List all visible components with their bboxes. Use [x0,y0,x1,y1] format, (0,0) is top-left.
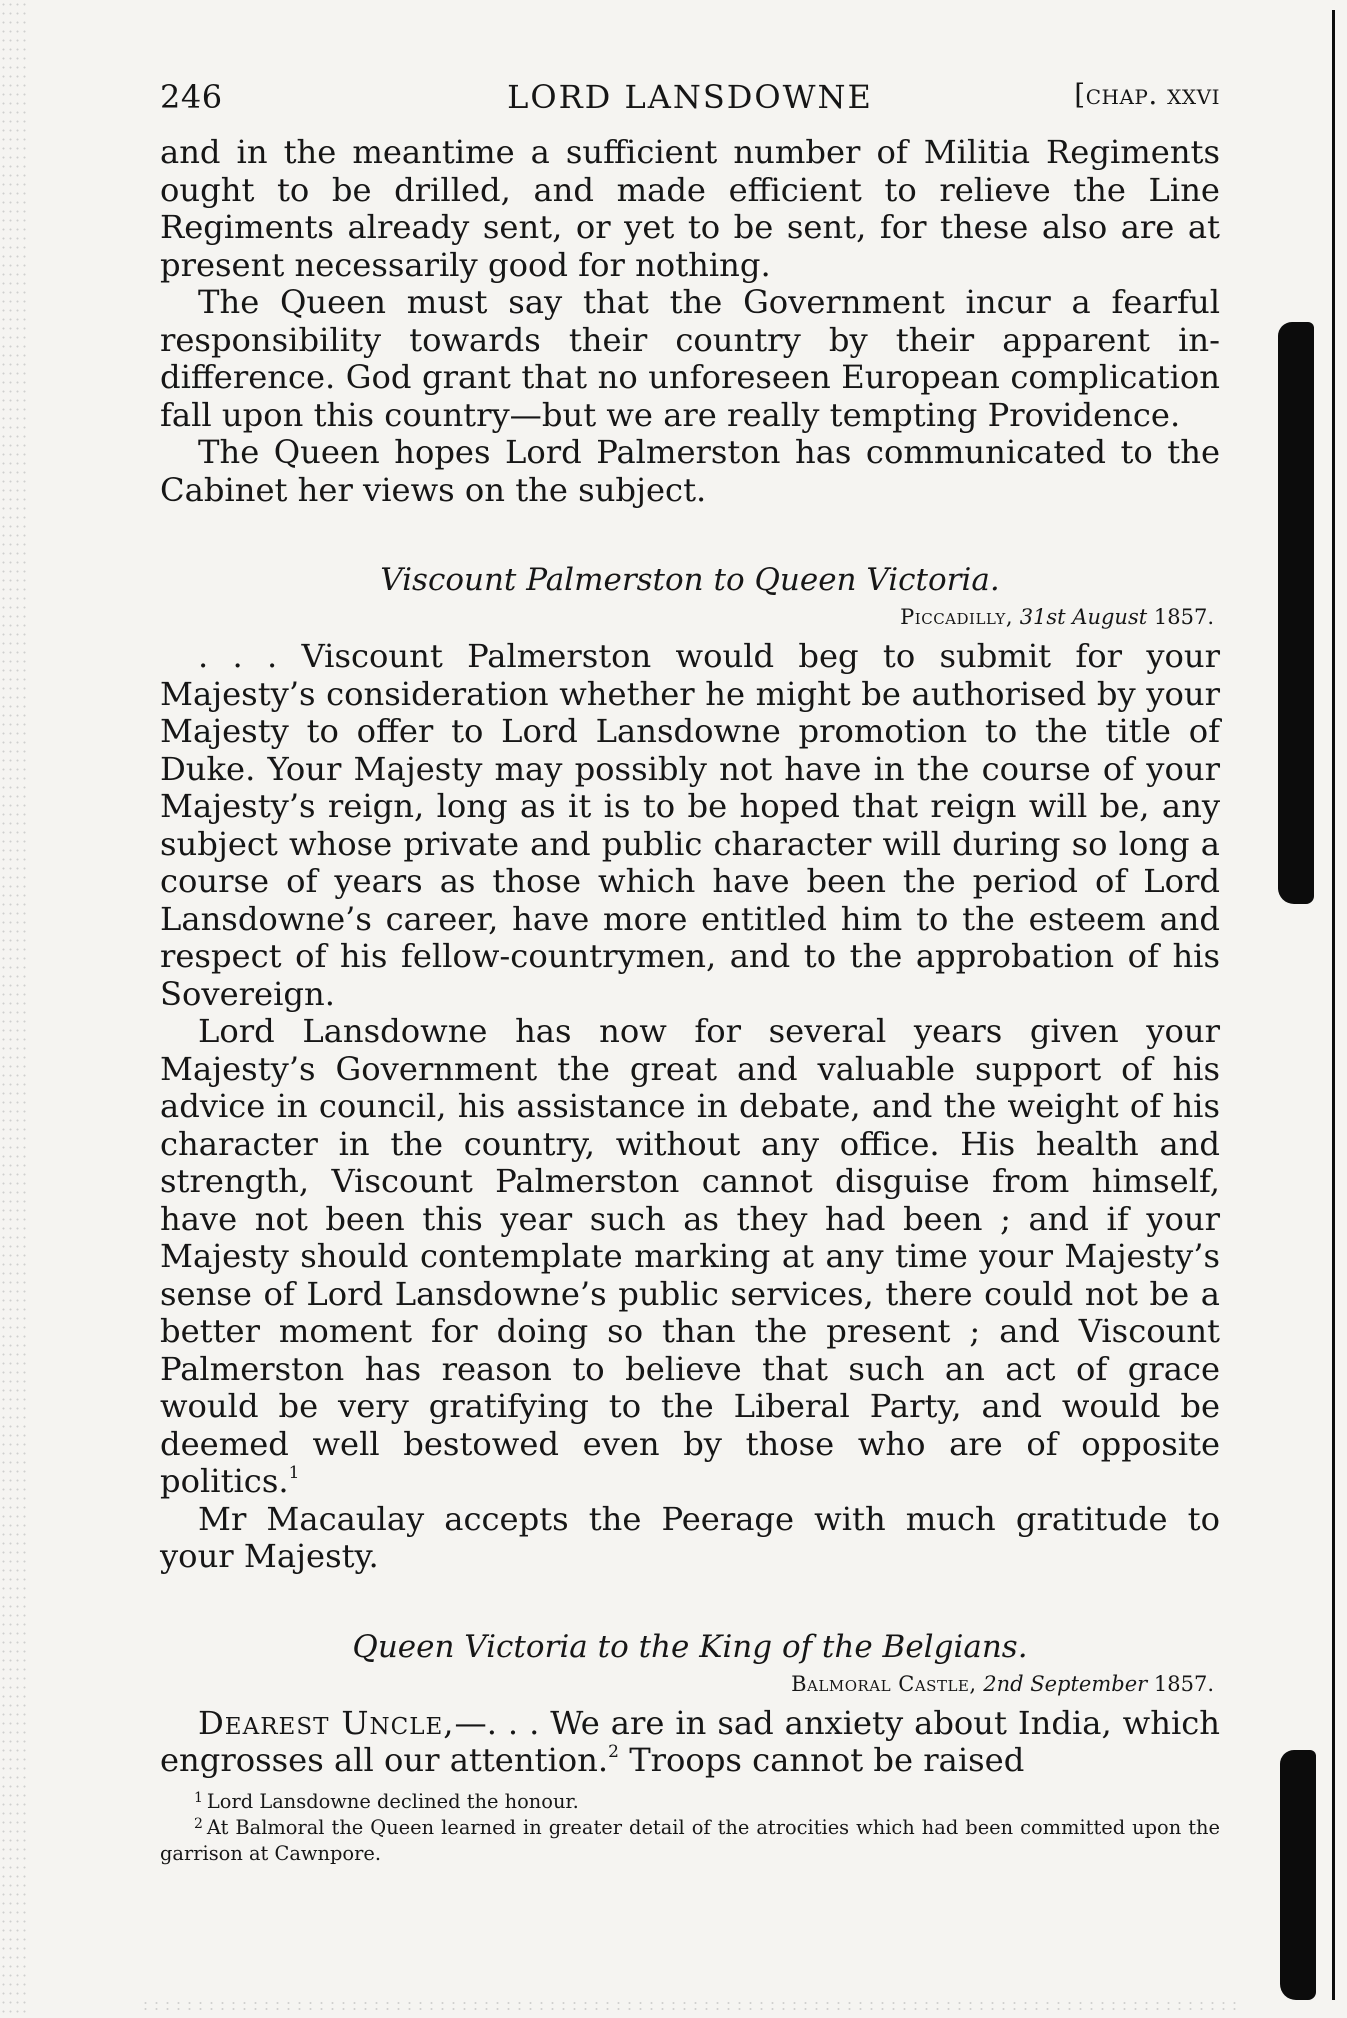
book-gutter-line [1332,10,1335,2000]
letter1-paragraph-1: . . . Viscount Palmerston would beg to submit for your Majesty’s consideration whether he might be authorised by your Majesty to offer to Lord Lansdowne promotion to the title of Duke. Your Majesty may possibly not have in the course of your Majesty’s reign, long as it is to be hoped that reign will be, any subject whose private and public character will during so long a course of years as those which have been the period of Lord Lansdowne’s career, have more entitled him to the esteem and respect of his fellow-countrymen, and to the approbation of his Sovereign. [160,637,1220,1013]
page-bottom-noise [140,2000,1240,2012]
book-page [160,78,1220,1865]
letter2-paragraph-1-text-b: Troops cannot be raised [618,1741,1025,1779]
running-head [160,78,1220,134]
letter1-year: 1857. [1153,605,1214,629]
binding-shadow-upper [1278,322,1314,904]
intro-paragraph-2: The Queen must say that the Government incur a fearful responsibility towards their country by their apparent indifference. God grant that no unforeseen European complication fall upon this country—but we are really tempting Providence. [160,283,1220,434]
page-number: 246 [160,78,223,116]
letter1-paragraph-2 [160,1013,1220,1501]
binding-shadow-lower [1280,1750,1316,2000]
letter2-paragraph-1-text-a: —. . . We are in sad anxiety about India, which engrosses all our attention. [160,1703,1220,1779]
letter1-place: Piccadilly, [900,605,1013,629]
running-title: LORD LANSDOWNE [507,78,873,116]
footnote-2 [160,1816,1220,1865]
letter2-year: 1857. [1153,1671,1214,1696]
letter2-paragraph-1 [160,1705,1220,1780]
intro-paragraph-3: The Queen hopes Lord Palmerston has communicated to the Cabinet her views on the subject. [160,433,1220,509]
footnotes [160,1790,1220,1865]
letter2-salutation: Dearest Uncle, [198,1703,455,1742]
letter1-dateline [160,602,1214,632]
letter2-place: Balmoral Castle, [791,1671,977,1696]
footnote-2-mark: 2 [194,1815,203,1832]
chapter-marker: [chap. xxvi [1074,78,1220,111]
letter1-paragraph-2-text: Lord Lansdowne has now for several years given your Majesty’s Government the great and valuable support of his advice in council, his assistance in debate, and the weight of his character in the country, without any office. His health and strength, Viscount Palmerston cannot disguise from himself, have not been this year such as they had been ; and if your Majesty should contemplate marking at any time your Majesty’s sense of Lord Lansdowne’s public services, there could not be a better moment for doing so than the present ; and Viscount Palmerston has reason to believe that such an act of grace would be very gratifying to the Liberal Party, and would be deemed well bestowed even by those who are of opposite politics. [160,1012,1220,1500]
letter1-paragraph-3: Mr Macaulay accepts the Peerage with much gratitude to your Majesty. [160,1499,1220,1575]
letter2-date: 2nd September [983,1671,1148,1696]
footnote-ref-2: 2 [608,1742,619,1763]
footnote-1 [160,1790,1220,1816]
letter2-heading: Queen Victoria to the King of the Belgians. [352,1628,1028,1665]
intro-paragraph-1: and in the meantime a sufficient number of Militia Regiments ought to be drilled, and made efficient to relieve the Line Regiments already sent, or yet to be sent, for these also are at present necessarily good for nothing. [160,133,1220,284]
page-edge-speckle [0,0,28,2018]
footnote-1-mark: 1 [194,1789,203,1806]
letter1-heading: Viscount Palmerston to Queen Victoria. [380,562,1000,598]
letter1-date: 31st August [1019,605,1148,629]
footnote-ref-1: 1 [288,1463,300,1484]
footnote-2-text: At Balmoral the Queen learned in greater detail of the atrocities which had been committed upon the garrison at Cawnpore. [160,1815,1220,1865]
letter2-dateline [160,1669,1214,1699]
footnote-1-text: Lord Lansdowne declined the honour. [206,1789,579,1813]
